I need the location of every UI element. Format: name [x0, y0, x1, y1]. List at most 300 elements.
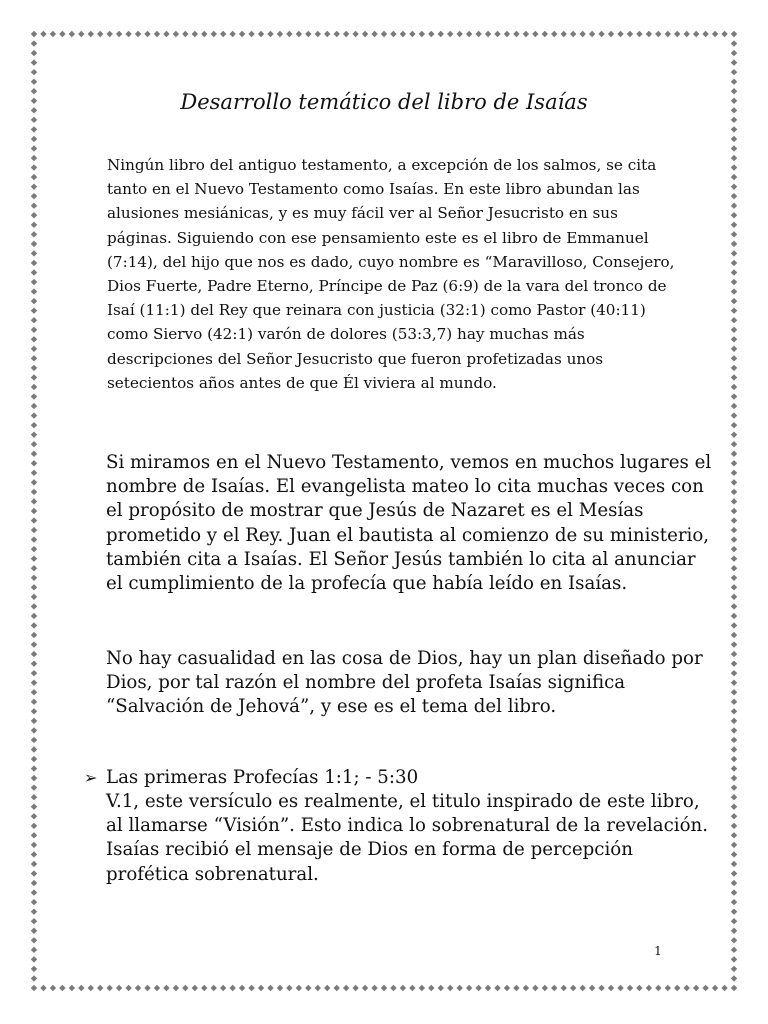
border-diamond: [88, 31, 94, 37]
border-diamond: [154, 31, 160, 37]
border-diamond: [721, 31, 727, 37]
border-diamond: [731, 498, 737, 504]
border-diamond: [31, 956, 37, 962]
border-diamond: [589, 985, 595, 991]
border-diamond: [31, 575, 37, 581]
border-diamond: [31, 269, 37, 275]
border-diamond: [154, 985, 160, 991]
border-diamond: [31, 947, 37, 953]
border-diamond: [258, 31, 264, 37]
border-diamond: [636, 985, 642, 991]
border-diamond: [192, 31, 198, 37]
border-diamond: [731, 412, 737, 418]
border-diamond: [31, 117, 37, 123]
border-diamond: [31, 689, 37, 695]
border-diamond: [485, 985, 491, 991]
border-diamond: [731, 393, 737, 399]
border-diamond: [731, 40, 737, 46]
paragraph-intro: Ningún libro del antiguo testamento, a excepción de los salmos, se cita tanto en el Nuevo Testamento como Isaías. En este libro abundan las alusiones mesiánicas, y es muy fácil ver al Señor Jesucristo en sus páginas. Siguiendo con ese pensamiento este es el libro de Emmanuel (7:14), del hijo que nos es dado, cuyo nombre es “Maravilloso, Consejero, Dios Fuerte, Padre Eterno, Príncipe de Paz (6:9) de la vara del tronco de Isaí (11:1) del Rey que reinara con justicia (32:1) como Pastor (40:11) como Siervo (42:1) varón de dolores (53:3,7) hay muchas más descripciones del Señor Jesucristo que fueron profetizadas unos setecientos años antes de que Él viviera al mundo.: [107, 156, 675, 392]
border-diamond: [31, 164, 37, 170]
border-diamond: [731, 699, 737, 705]
border-diamond: [31, 260, 37, 266]
border-diamond: [523, 985, 529, 991]
border-diamond: [248, 985, 254, 991]
border-diamond: [106, 985, 112, 991]
border-diamond: [277, 31, 283, 37]
border-diamond: [211, 31, 217, 37]
border-diamond: [731, 31, 737, 37]
border-diamond: [31, 641, 37, 647]
border-diamond: [31, 536, 37, 542]
border-diamond: [712, 31, 718, 37]
border-diamond: [570, 31, 576, 37]
border-diamond: [731, 622, 737, 628]
border-diamond: [731, 851, 737, 857]
border-diamond: [31, 327, 37, 333]
paragraph-meaning: No hay casualidad en las cosa de Dios, hay un plan diseñado por Dios, por tal razón el nombre del profeta Isaías significa “Salvación de Jehová”, y ese es el tema del libro.: [106, 648, 703, 718]
border-diamond: [551, 985, 557, 991]
border-diamond: [731, 756, 737, 762]
border-diamond: [59, 985, 65, 991]
border-diamond: [731, 470, 737, 476]
border-diamond: [267, 31, 273, 37]
border-diamond: [731, 117, 737, 123]
border-diamond: [31, 40, 37, 46]
border-diamond: [31, 765, 37, 771]
border-diamond: [371, 31, 377, 37]
border-diamond: [731, 126, 737, 132]
border-diamond: [31, 412, 37, 418]
border-diamond: [229, 31, 235, 37]
border-diamond: [731, 966, 737, 972]
border-diamond: [352, 985, 358, 991]
border-diamond: [731, 79, 737, 85]
border-diamond: [684, 985, 690, 991]
border-diamond: [31, 136, 37, 142]
border-diamond: [617, 985, 623, 991]
border-diamond: [485, 31, 491, 37]
border-diamond: [31, 699, 37, 705]
border-diamond: [731, 613, 737, 619]
border-diamond: [731, 59, 737, 65]
border-diamond: [31, 193, 37, 199]
border-diamond: [31, 813, 37, 819]
border-diamond: [31, 355, 37, 361]
border-diamond: [731, 794, 737, 800]
border-diamond: [589, 31, 595, 37]
border-diamond: [31, 756, 37, 762]
border-diamond: [731, 374, 737, 380]
border-diamond: [731, 889, 737, 895]
border-diamond: [31, 613, 37, 619]
border-diamond: [636, 31, 642, 37]
border-diamond: [731, 565, 737, 571]
border-diamond: [31, 393, 37, 399]
border-diamond: [731, 985, 737, 991]
border-diamond: [731, 651, 737, 657]
paragraph-new-testament: Si miramos en el Nuevo Testamento, vemos en muchos lugares el nombre de Isaías. El evangelista mateo lo cita muchas veces con el propósito de mostrar que Jesús de Nazaret es el Mesías prometido y el Rey. Juan el bautista al comienzo de su ministerio, también cita a Isaías. El Señor Jesús también lo cita al anunciar el cumplimiento de la profecía que había leído en Isaías.: [106, 452, 712, 595]
border-diamond: [731, 327, 737, 333]
border-diamond: [731, 708, 737, 714]
border-diamond: [731, 155, 737, 161]
border-diamond: [731, 575, 737, 581]
border-diamond: [31, 288, 37, 294]
border-diamond: [513, 985, 519, 991]
border-diamond: [504, 31, 510, 37]
border-diamond: [731, 365, 737, 371]
border-diamond: [31, 365, 37, 371]
border-diamond: [570, 985, 576, 991]
border-diamond: [144, 985, 150, 991]
border-diamond: [731, 918, 737, 924]
border-diamond: [731, 956, 737, 962]
border-diamond: [277, 985, 283, 991]
border-diamond: [523, 31, 529, 37]
border-diamond: [31, 203, 37, 209]
border-diamond: [731, 727, 737, 733]
border-diamond: [731, 536, 737, 542]
border-diamond: [31, 603, 37, 609]
border-diamond: [731, 279, 737, 285]
border-diamond: [646, 985, 652, 991]
border-diamond: [31, 317, 37, 323]
border-diamond: [163, 985, 169, 991]
border-diamond: [646, 31, 652, 37]
border-diamond: [31, 584, 37, 590]
border-diamond: [31, 126, 37, 132]
border-diamond: [31, 470, 37, 476]
border-diamond: [475, 985, 481, 991]
border-diamond: [731, 193, 737, 199]
border-diamond: [561, 31, 567, 37]
border-diamond: [31, 660, 37, 666]
border-diamond: [31, 651, 37, 657]
border-diamond: [135, 985, 141, 991]
bullet-heading: Las primeras Profecías 1:1; - 5:30: [106, 767, 419, 788]
border-diamond: [31, 250, 37, 256]
border-diamond: [561, 985, 567, 991]
border-diamond: [731, 69, 737, 75]
border-diamond: [731, 250, 737, 256]
border-diamond: [731, 451, 737, 457]
border-diamond: [466, 31, 472, 37]
border-diamond: [31, 241, 37, 247]
border-diamond: [31, 556, 37, 562]
border-diamond: [731, 718, 737, 724]
border-diamond: [731, 441, 737, 447]
border-diamond: [296, 31, 302, 37]
border-diamond: [305, 31, 311, 37]
border-diamond: [731, 183, 737, 189]
border-diamond: [31, 498, 37, 504]
border-diamond: [731, 737, 737, 743]
border-diamond: [532, 31, 538, 37]
border-diamond: [31, 374, 37, 380]
border-diamond: [31, 59, 37, 65]
border-diamond: [125, 31, 131, 37]
border-diamond: [494, 985, 500, 991]
border-diamond: [731, 823, 737, 829]
border-diamond: [731, 336, 737, 342]
border-diamond: [31, 183, 37, 189]
border-diamond: [97, 985, 103, 991]
border-diamond: [182, 31, 188, 37]
border-diamond: [494, 31, 500, 37]
border-diamond: [731, 937, 737, 943]
border-diamond: [419, 985, 425, 991]
border-diamond: [712, 985, 718, 991]
border-diamond: [731, 164, 737, 170]
border-diamond: [31, 851, 37, 857]
border-diamond: [731, 975, 737, 981]
border-diamond: [31, 861, 37, 867]
border-diamond: [390, 31, 396, 37]
border-diamond: [731, 422, 737, 428]
document-title: Desarrollo temático del libro de Isaías: [180, 90, 588, 114]
border-diamond: [731, 346, 737, 352]
border-diamond: [731, 842, 737, 848]
border-diamond: [31, 775, 37, 781]
border-diamond: [456, 985, 462, 991]
border-diamond: [731, 765, 737, 771]
border-diamond: [88, 985, 94, 991]
border-diamond: [31, 384, 37, 390]
border-diamond: [31, 670, 37, 676]
border-diamond: [31, 422, 37, 428]
border-diamond: [31, 546, 37, 552]
border-diamond: [31, 517, 37, 523]
border-diamond: [731, 527, 737, 533]
border-diamond: [731, 908, 737, 914]
border-diamond: [598, 31, 604, 37]
border-diamond: [334, 985, 340, 991]
border-diamond: [693, 985, 699, 991]
border-diamond: [731, 899, 737, 905]
border-diamond: [702, 985, 708, 991]
border-diamond: [731, 861, 737, 867]
border-diamond: [381, 31, 387, 37]
border-diamond: [721, 985, 727, 991]
border-diamond: [608, 31, 614, 37]
border-diamond: [400, 31, 406, 37]
border-diamond: [731, 489, 737, 495]
border-diamond: [173, 985, 179, 991]
border-diamond: [31, 346, 37, 352]
border-diamond: [31, 451, 37, 457]
border-diamond: [201, 985, 207, 991]
border-diamond: [201, 31, 207, 37]
border-diamond: [731, 212, 737, 218]
border-diamond: [31, 79, 37, 85]
border-diamond: [31, 928, 37, 934]
border-diamond: [324, 985, 330, 991]
border-diamond: [31, 565, 37, 571]
border-diamond: [31, 718, 37, 724]
border-diamond: [731, 317, 737, 323]
border-diamond: [608, 985, 614, 991]
border-diamond: [731, 431, 737, 437]
border-diamond: [31, 594, 37, 600]
border-diamond: [447, 31, 453, 37]
border-diamond: [31, 746, 37, 752]
border-diamond: [731, 508, 737, 514]
border-diamond: [409, 985, 415, 991]
border-diamond: [513, 31, 519, 37]
border-diamond: [409, 31, 415, 37]
border-diamond: [31, 889, 37, 895]
border-diamond: [31, 298, 37, 304]
border-diamond: [362, 985, 368, 991]
border-diamond: [31, 784, 37, 790]
border-diamond: [69, 31, 75, 37]
border-diamond: [731, 50, 737, 56]
border-diamond: [31, 174, 37, 180]
border-diamond: [135, 31, 141, 37]
border-diamond: [31, 727, 37, 733]
border-diamond: [31, 279, 37, 285]
border-diamond: [50, 985, 56, 991]
border-diamond: [731, 403, 737, 409]
border-diamond: [69, 985, 75, 991]
border-diamond: [31, 899, 37, 905]
border-diamond: [731, 680, 737, 686]
border-diamond: [731, 813, 737, 819]
border-diamond: [248, 31, 254, 37]
border-diamond: [267, 985, 273, 991]
border-diamond: [352, 31, 358, 37]
border-diamond: [731, 928, 737, 934]
border-diamond: [31, 908, 37, 914]
border-diamond: [627, 31, 633, 37]
border-diamond: [731, 384, 737, 390]
border-diamond: [31, 489, 37, 495]
border-diamond: [428, 985, 434, 991]
border-diamond: [286, 985, 292, 991]
border-diamond: [220, 31, 226, 37]
border-diamond: [731, 594, 737, 600]
border-diamond: [343, 31, 349, 37]
border-diamond: [31, 937, 37, 943]
border-diamond: [731, 174, 737, 180]
border-diamond: [731, 947, 737, 953]
border-diamond: [211, 985, 217, 991]
border-diamond: [220, 985, 226, 991]
border-diamond: [286, 31, 292, 37]
border-diamond: [665, 31, 671, 37]
border-diamond: [731, 231, 737, 237]
border-diamond: [731, 546, 737, 552]
border-diamond: [31, 966, 37, 972]
border-diamond: [390, 985, 396, 991]
border-diamond: [144, 31, 150, 37]
border-diamond: [31, 431, 37, 437]
border-diamond: [475, 31, 481, 37]
border-diamond: [315, 985, 321, 991]
border-diamond: [31, 708, 37, 714]
border-diamond: [31, 307, 37, 313]
border-diamond: [125, 985, 131, 991]
border-diamond: [731, 222, 737, 228]
border-diamond: [106, 31, 112, 37]
border-diamond: [31, 403, 37, 409]
border-diamond: [31, 441, 37, 447]
page-number: 1: [654, 944, 662, 958]
border-diamond: [684, 31, 690, 37]
border-diamond: [731, 641, 737, 647]
border-diamond: [31, 680, 37, 686]
border-diamond: [551, 31, 557, 37]
border-diamond: [731, 298, 737, 304]
border-diamond: [731, 603, 737, 609]
border-diamond: [305, 985, 311, 991]
border-diamond: [239, 31, 245, 37]
border-diamond: [731, 288, 737, 294]
border-diamond: [40, 31, 46, 37]
border-diamond: [31, 155, 37, 161]
border-diamond: [731, 660, 737, 666]
border-diamond: [438, 985, 444, 991]
border-diamond: [31, 880, 37, 886]
border-diamond: [362, 31, 368, 37]
border-diamond: [731, 269, 737, 275]
border-diamond: [31, 622, 37, 628]
border-diamond: [731, 556, 737, 562]
border-diamond: [400, 985, 406, 991]
border-diamond: [731, 145, 737, 151]
border-diamond: [31, 145, 37, 151]
border-diamond: [31, 50, 37, 56]
border-diamond: [31, 508, 37, 514]
border-diamond: [447, 985, 453, 991]
border-diamond: [655, 31, 661, 37]
border-diamond: [182, 985, 188, 991]
border-diamond: [31, 870, 37, 876]
border-diamond: [655, 985, 661, 991]
border-diamond: [31, 479, 37, 485]
border-diamond: [31, 527, 37, 533]
border-diamond: [31, 794, 37, 800]
border-diamond: [674, 31, 680, 37]
border-diamond: [731, 241, 737, 247]
border-diamond: [731, 260, 737, 266]
border-diamond: [116, 985, 122, 991]
border-diamond: [229, 985, 235, 991]
border-diamond: [731, 460, 737, 466]
border-diamond: [239, 985, 245, 991]
border-diamond: [343, 985, 349, 991]
border-diamond: [419, 31, 425, 37]
border-diamond: [258, 985, 264, 991]
border-diamond: [371, 985, 377, 991]
border-diamond: [731, 307, 737, 313]
border-diamond: [438, 31, 444, 37]
border-diamond: [579, 985, 585, 991]
border-diamond: [428, 31, 434, 37]
border-diamond: [731, 746, 737, 752]
border-diamond: [31, 832, 37, 838]
border-diamond: [324, 31, 330, 37]
border-diamond: [31, 985, 37, 991]
border-diamond: [456, 31, 462, 37]
border-diamond: [315, 31, 321, 37]
border-diamond: [31, 918, 37, 924]
border-diamond: [665, 985, 671, 991]
border-diamond: [381, 985, 387, 991]
border-diamond: [31, 31, 37, 37]
border-diamond: [731, 804, 737, 810]
border-diamond: [731, 670, 737, 676]
border-diamond: [163, 31, 169, 37]
